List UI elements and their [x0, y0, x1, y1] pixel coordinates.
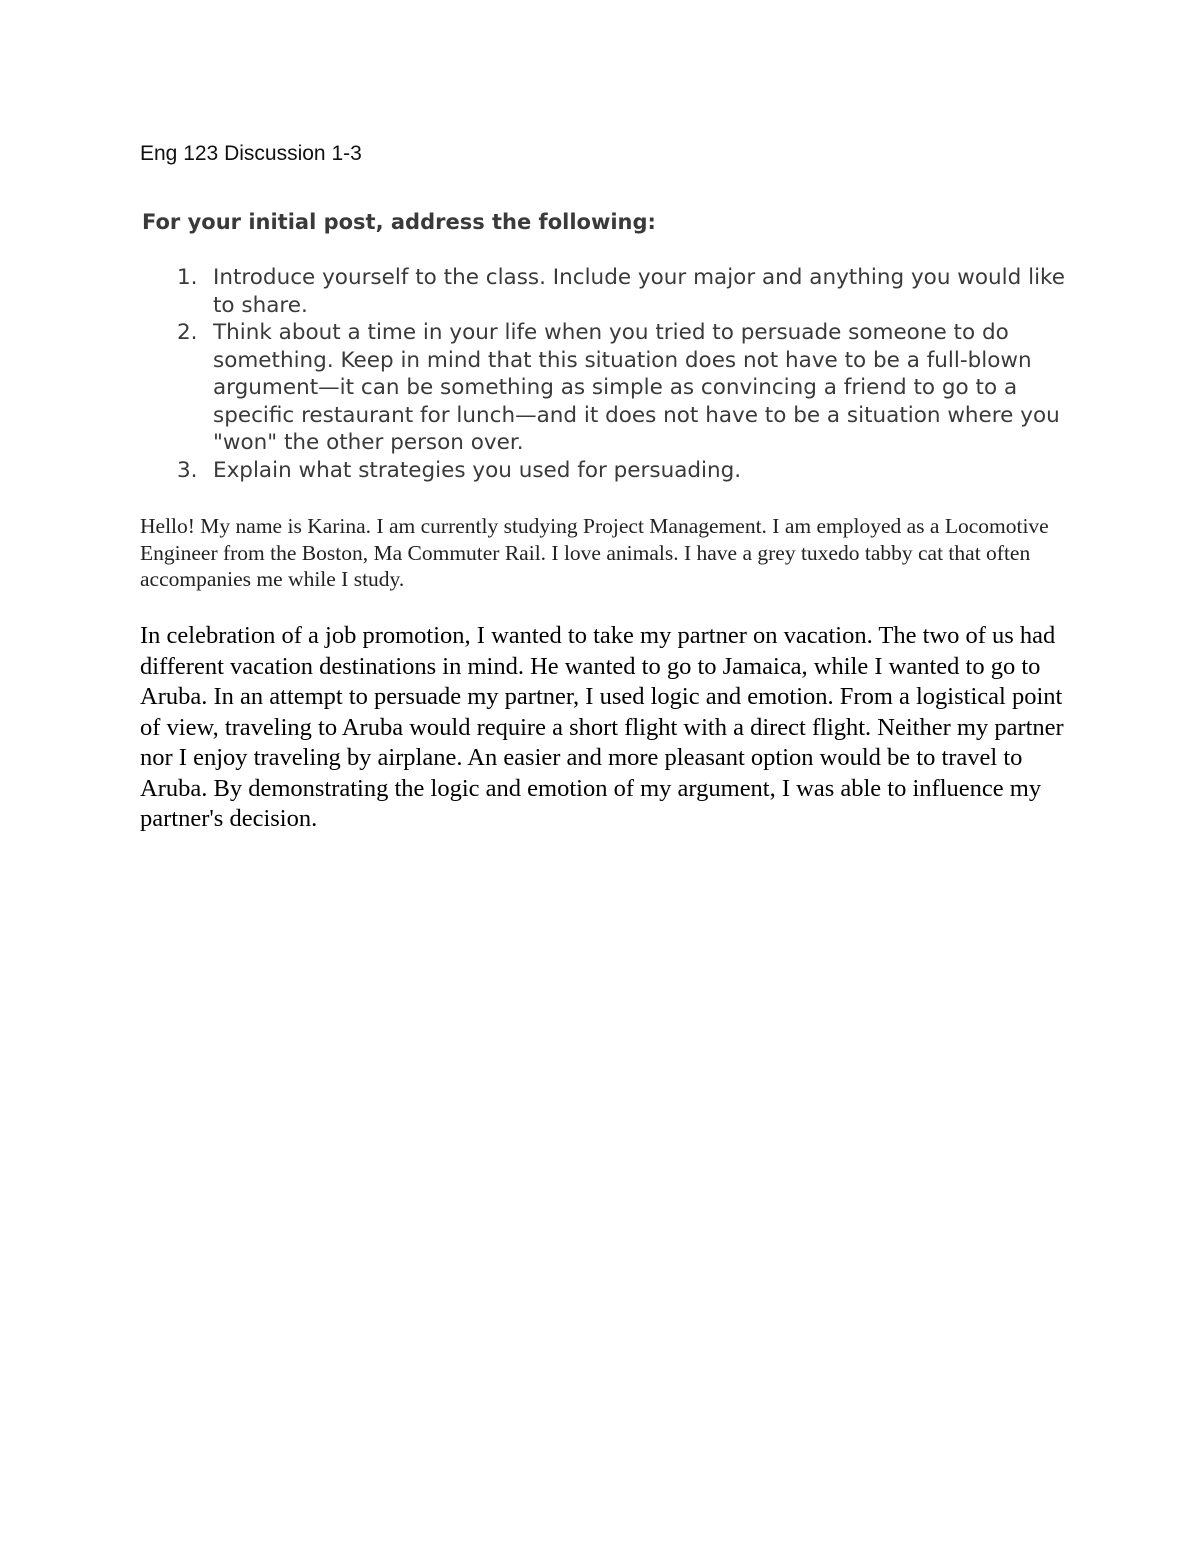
list-item-text: Introduce yourself to the class. Include your major and anything you would like to share. — [213, 265, 1065, 318]
prompt-heading: For your initial post, address the following: — [142, 210, 656, 234]
list-item — [142, 264, 1072, 319]
document-title: Eng 123 Discussion 1-3 — [140, 142, 362, 165]
list-number: 2. — [177, 320, 198, 345]
intro-paragraph: Hello! My name is Karina. I am currently studying Project Management. I am employed as a Locomotive Engineer from the Boston, Ma Commuter Rail. I love animals. I have a grey tuxedo tabby cat that often accompanies me while I study. — [140, 514, 1049, 591]
list-item-text: Think about a time in your life when you tried to persuade someone to do something. Keep in mind that this situation does not have to be a full-blown argument—it can be something as simple as convincing a friend to go to a specific restaurant for lunch—and it does not have to be a situation where you "won" the other person over. — [213, 320, 1060, 455]
list-number: 1. — [177, 265, 198, 290]
list-number: 3. — [177, 457, 198, 483]
story-paragraph: In celebration of a job promotion, I wanted to take my partner on vacation. The two of us had different vacation destinations in mind. He wanted to go to Jamaica, while I wanted to go to Aruba. In an attempt to persuade my partner, I used logic and emotion. From a logistical point of view, traveling to Aruba would require a short flight with a direct flight. Neither my partner nor I enjoy traveling by airplane. An easier and more pleasant option would be to travel to Aruba. By demonstrating the logic and emotion of my argument, I was able to influence my partner's decision. — [140, 622, 1064, 832]
list-item-text: Explain what strategies you used for persuading. — [213, 457, 742, 483]
prompt-list — [142, 264, 1072, 484]
list-item — [142, 457, 1072, 485]
list-item — [142, 319, 1072, 457]
